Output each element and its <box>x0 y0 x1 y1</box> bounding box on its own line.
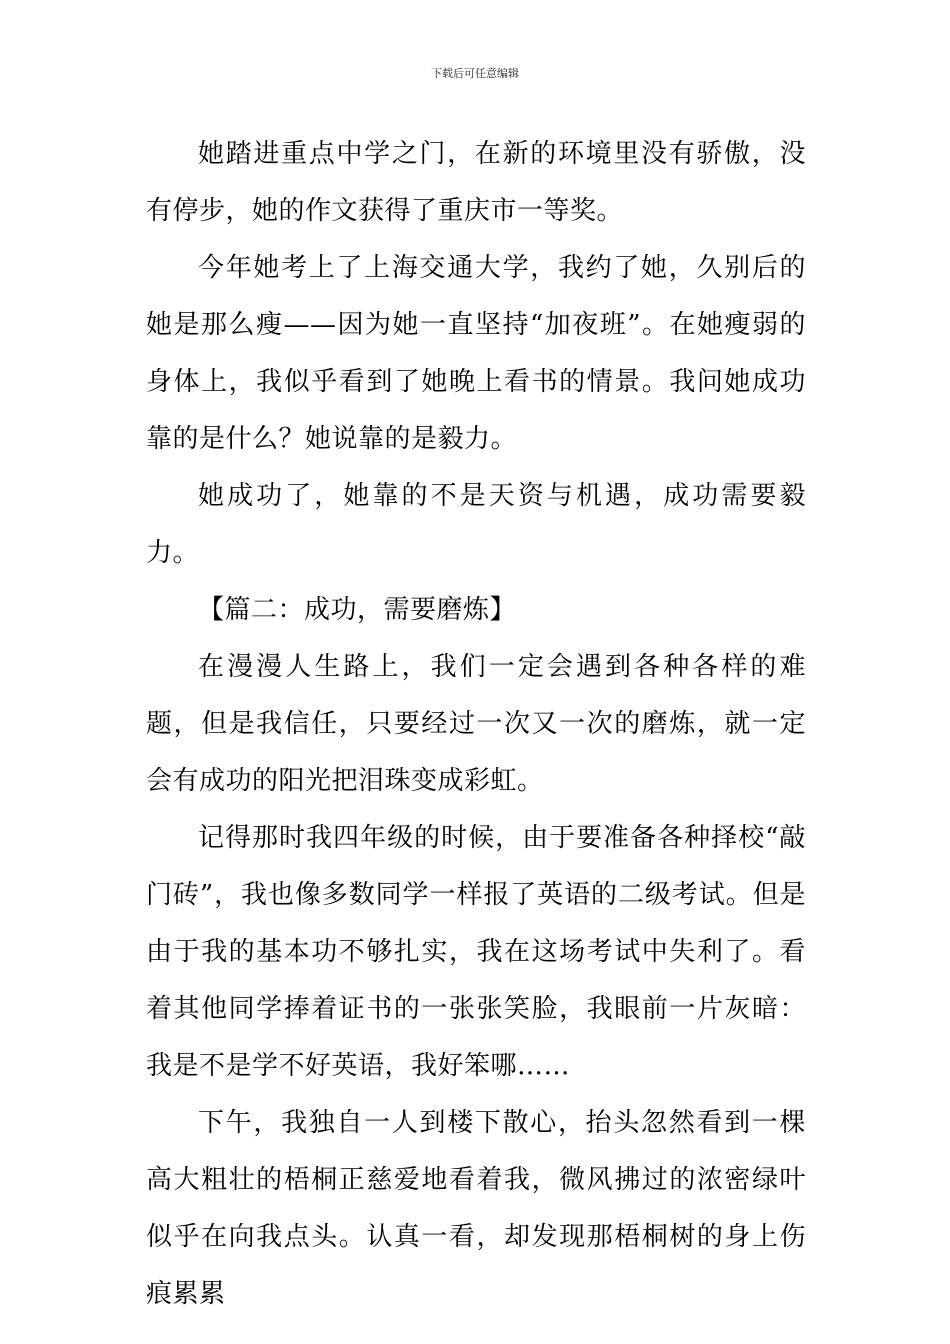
paragraph: 记得那时我四年级的时候，由于要准备各种择校“敲门砖”，我也像多数同学一样报了英语的二级考试。但是由于我的基本功不够扎实，我在这场考试中失利了。看着其他同学捧着证书的一张张笑脸，我眼前一片灰暗：我是不是学不好英语，我好笨哪…… <box>146 823 806 1081</box>
paragraph: 今年她考上了上海交通大学，我约了她，久别后的她是那么瘦——因为她一直坚持“加夜班”。在她瘦弱的身体上，我似乎看到了她晚上看书的情景。我问她成功靠的是什么？她说靠的是毅力。 <box>146 253 806 454</box>
section-heading: 【篇二：成功，需要磨炼】 <box>198 595 517 625</box>
paragraph: 下午，我独自一人到楼下散心，抬头忽然看到一棵高大粗壮的梧桐正慈爱地看着我，微风拂过的浓密绿叶似乎在向我点头。认真一看，却发现那梧桐树的身上伤痕累累 <box>146 1108 806 1309</box>
document-body <box>146 126 806 1323</box>
paragraph: 她成功了，她靠的不是天资与机遇，成功需要毅力。 <box>146 481 806 568</box>
paragraph: 在漫漫人生路上，我们一定会遇到各种各样的难题，但是我信任，只要经过一次又一次的磨炼，就一定会有成功的阳光把泪珠变成彩虹。 <box>146 652 806 796</box>
paragraph: 她踏进重点中学之门，在新的环境里没有骄傲，没有停步，她的作文获得了重庆市一等奖。 <box>146 139 806 226</box>
page-header: 下载后可任意编辑 <box>431 67 519 80</box>
